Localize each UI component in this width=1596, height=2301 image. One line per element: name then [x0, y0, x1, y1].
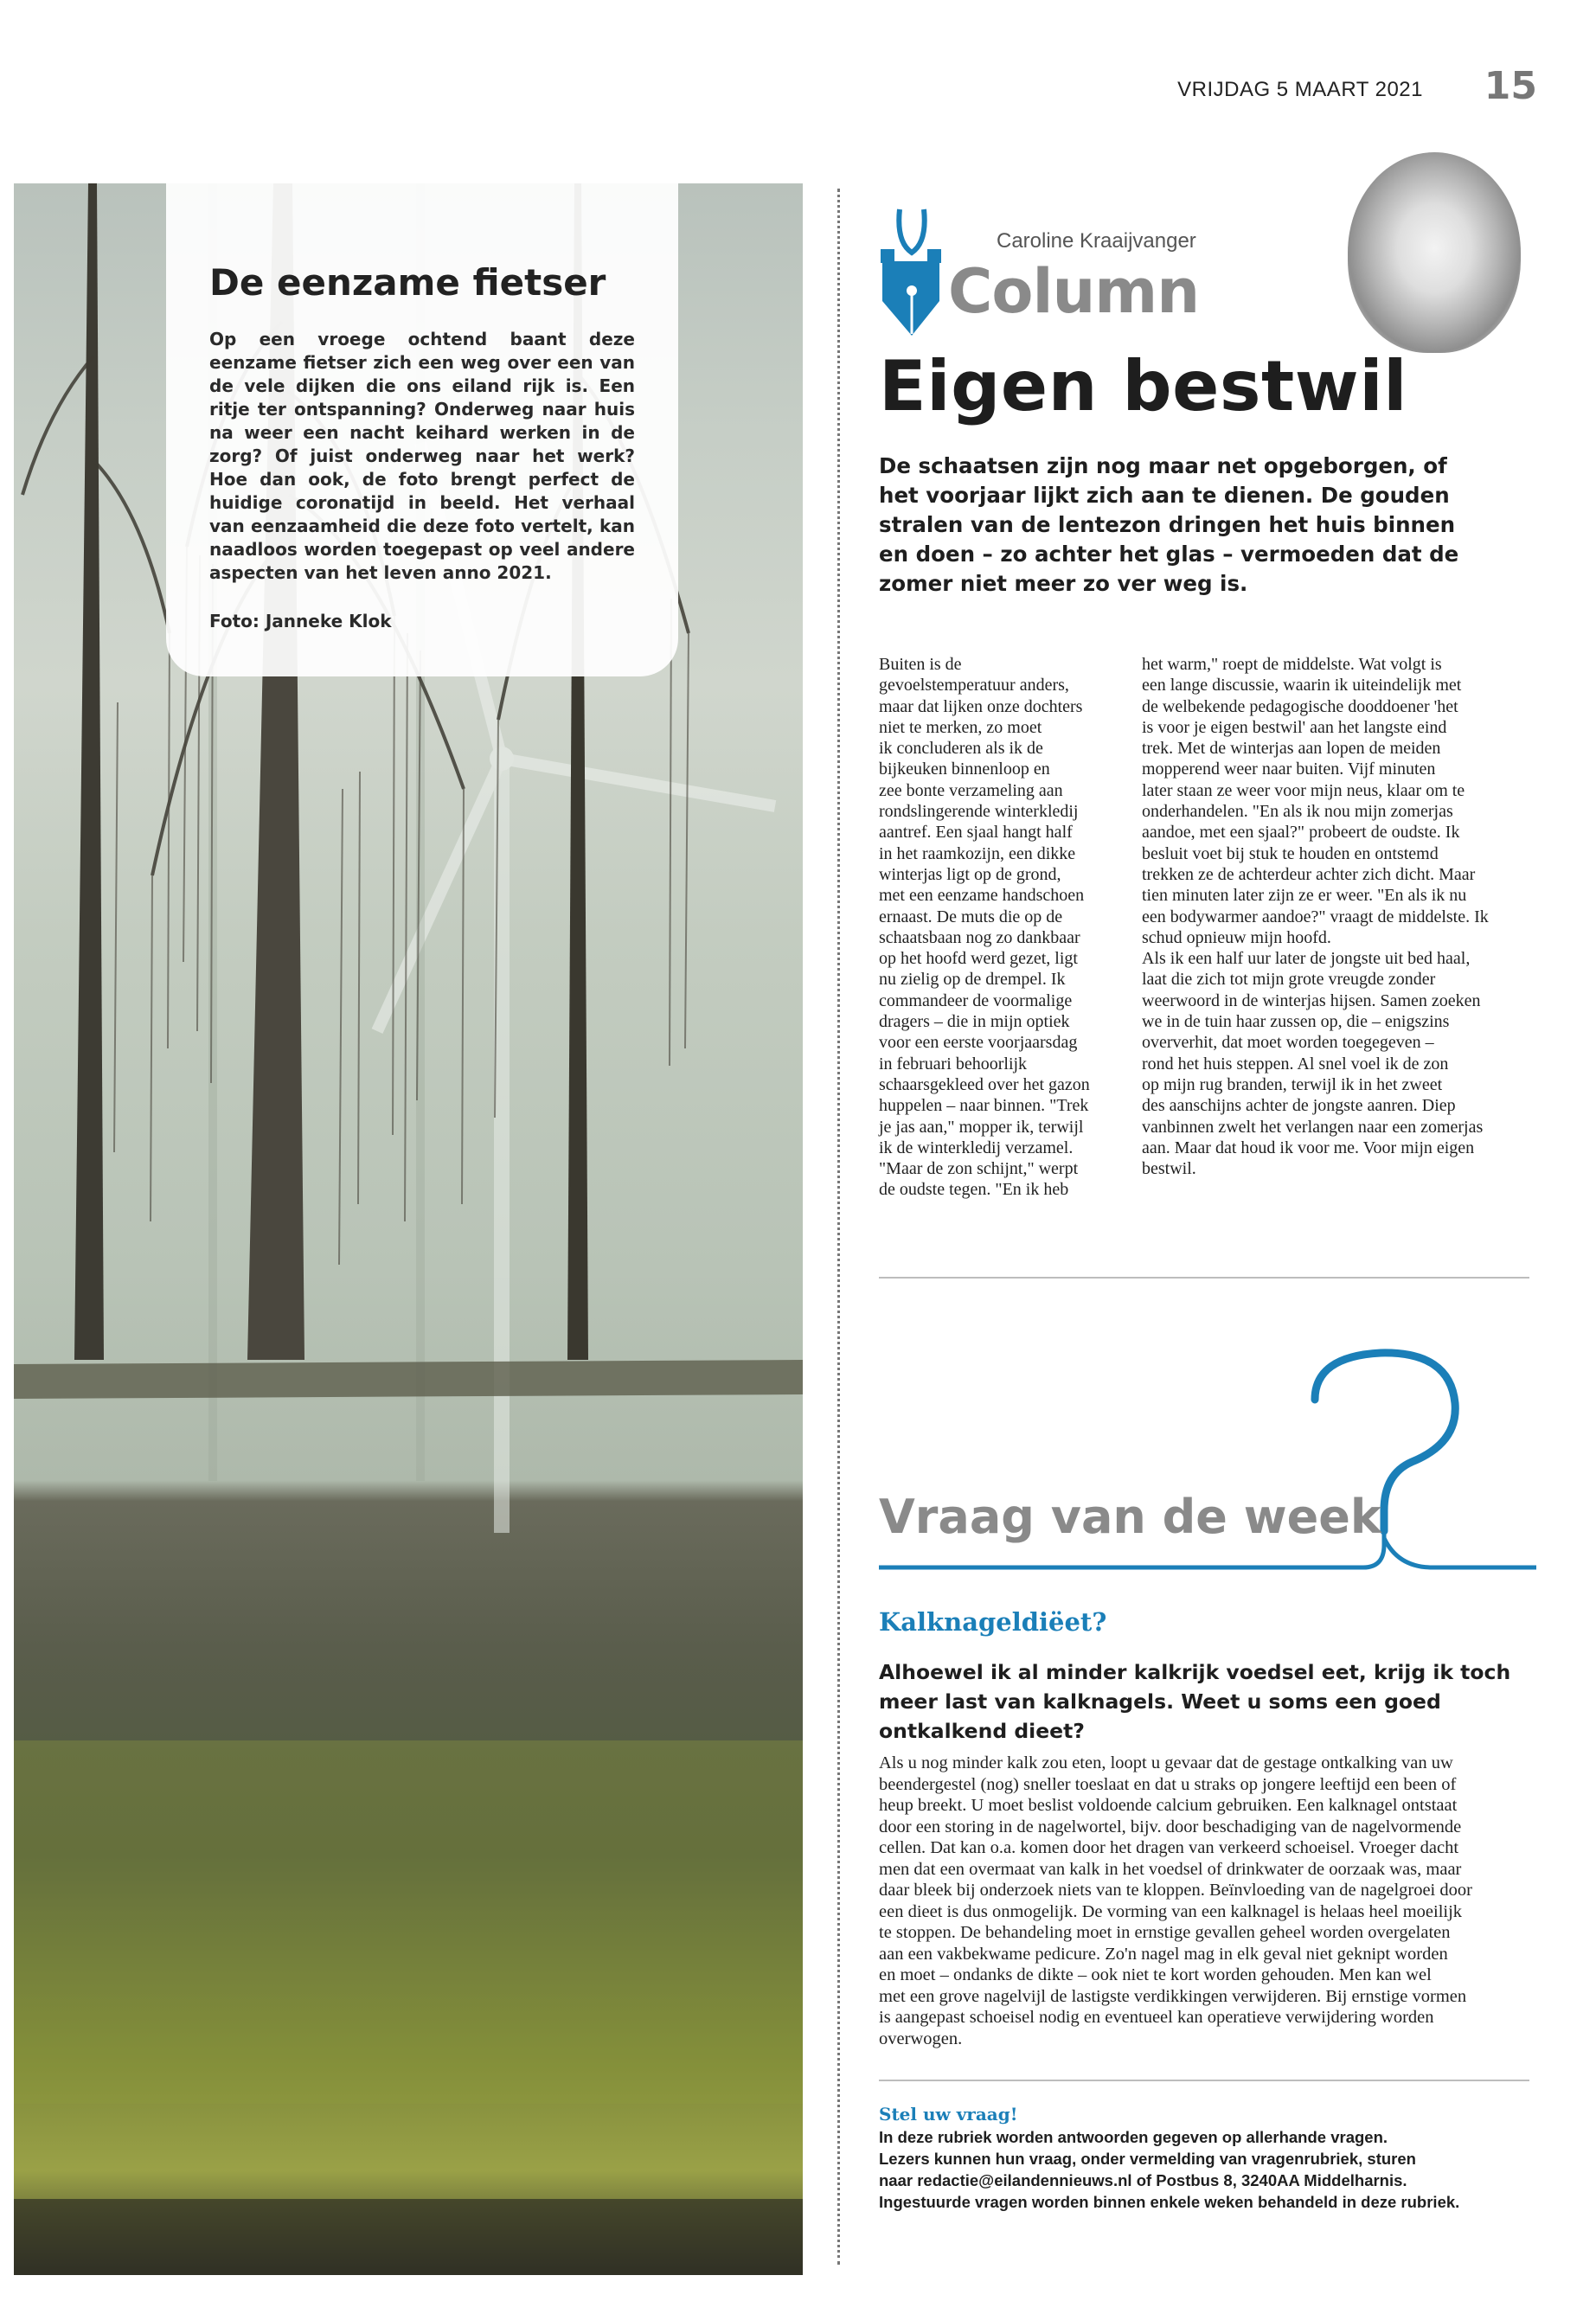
vraag-label: Vraag van de week [879, 1490, 1381, 1544]
ask-text: In deze rubriek worden antwoorden gegeven op allerhande vragen. Lezers kunnen hun vraag, onder vermelding van vragenrubriek, sturen naar redactie@eilandennieuws.nl of Postbus 8, 3240AA Middelharnis. Ingestuurde vragen worden binnen enkele weken behandeld in deze rubriek. [879, 2128, 1460, 2211]
column-body-right: het warm," roept de middelste. Wat volgt is een lange discussie, waarin ik uiteindelijk met de welbekende pedagogische dooddoener 'het is voor je eigen bestwil' aan het langste eind trek. Met de winterjas aan lopen de meiden mopperend weer naar buiten. Vijf minuten later staan ze weer voor mijn neus, klaar om te onderhandelen. "En als ik nou mijn zomerjas aandoe, met een sjaal?" probeert de oudste. Ik besluit voet bij stuk te houden en ontstemd trekken ze de achterdeur achter zich dicht. Maar tien minuten later zijn ze er weer. "En als ik nu een bodywarmer aandoe?" vraagt de middelste. Ik schud opnieuw mijn hoofd. Als ik een half uur later de jongste uit bed haal, laat die zich tot mijn grote vreugde zonder weerwoord in de winterjas hijsen. Samen zoeken we in de tuin haar zussen op, die – enigszins oververhit, dat moet worden toegegeven – rond het huis steppen. Al snel voel ik de zon op mijn rug branden, terwijl ik in het zweet des aanschijns achter de jongste aanren. Diep vanbinnen zwelt het verlangen naar een zomerjas aan. Maar dat houd ik voor me. Voor mijn eigen bestwil. [1142, 655, 1489, 1179]
column-title: Eigen bestwil [879, 346, 1408, 426]
page-number: 15 [1484, 64, 1537, 108]
issue-date: VRIJDAG 5 MAART 2021 [1177, 78, 1423, 101]
column-body-left: Buiten is de gevoelstemperatuur anders, maar dat lijken onze dochters niet te merken, zo moet ik concluderen als ik de bijkeuken binnenloop en zee bonte verzameling aan rondslingerende winterkledij aantref. Een sjaal hangt half in het raamkozijn, een dikke winterjas ligt op de grond, met een eenzame handschoen ernaast. De muts die op de schaatsbaan nog zo dankbaar op het hoofd werd gezet, ligt nu zielig op de drempel. Ik commandeer de voormalige dragers – die in mijn optiek voor een eerste voorjaarsdag in februari behoorlijk schaarsgekleed over het gazon huppelen – naar binnen. "Trek je jas aan," mopper ik, terwijl ik de winterkledij verzamel. "Maar de zon schijnt," werpt de oudste tegen. "En ik heb [879, 655, 1090, 1200]
ask-divider [879, 2080, 1529, 2081]
column-label: Column [948, 256, 1200, 327]
photo-caption-box [166, 183, 678, 676]
section-divider [879, 1277, 1529, 1279]
photo-title: De eenzame fietser [209, 261, 606, 304]
vraag-answer: Als u nog minder kalk zou eten, loopt u gevaar dat de gestage ontkalking van uw beendergestel (nog) sneller toeslaat en dat u straks op jongere leeftijd een been of heup breekt. U moet beslist voldoende calcium gebruiken. Een kalknagel ontstaat door een storing in de nagelwortel, bijv. door beschadiging van de nagelvormende cellen. Dat kan o.a. komen door het dragen van verkeerd schoeisel. Vroeger dacht men dat een overmaat van kalk in het voedsel of drinkwater de oorzaak was, maar daar bleek bij onderzoek niets van te kloppen. Beïnvloeding van de nagelgroei door een dieet is dus onmogelijk. De vorming van een kalknagel is helaas heel moeilijk te stoppen. De behandeling moet in ernstige gevallen geheel worden overgelaten aan een vakbekwame pedicure. Zo'n nagel mag in elk geval niet geknipt worden en moet – ondanks de dikte – ook niet te kort worden gehouden. Men kan wel met een grove nagelvijl de lastigste verdikkingen verwijderen. Bij ernstige vormen is aangepast schoeisel nodig en eventueel kan operatieve verwijdering worden overwogen. [879, 1753, 1472, 2048]
photo-caption-text: Op een vroege ochtend baant deze eenzame fietser zich een weg over een van de vele dijken die ons eiland rijk is. Een ritje ter ontspanning? Onderweg naar huis na weer een nacht keihard werken in de zorg? Of juist onderweg naar het werk? Hoe dan ook, de foto brengt perfect de huidige coronatijd in beeld. Het verhaal van eenzaamheid die deze foto vertelt, kan naadloos worden toegepast op veel andere aspecten van het leven anno 2021. [209, 329, 635, 583]
column-lead: De schaatsen zijn nog maar net opgeborgen, of het voorjaar lijkt zich aan te dienen. De gouden stralen van de lentezon dringen het huis binnen en doen – zo achter het glas – vermoeden dat de zomer niet meer zo ver weg is. [879, 453, 1459, 596]
column-divider [837, 189, 840, 2265]
photo-credit: Foto: Janneke Klok [209, 611, 392, 631]
column-author: Caroline Kraaijvanger [997, 229, 1196, 253]
vraag-question: Alhoewel ik al minder kalkrijk voedsel eet, krijg ik toch meer last van kalknagels. Weet u soms een goed ontkalkend dieet? [879, 1660, 1511, 1743]
ask-heading: Stel uw vraag! [879, 2104, 1018, 2125]
vraag-heading: Kalknageldiëet? [879, 1607, 1107, 1637]
author-portrait [1348, 152, 1521, 353]
pen-nib-icon [879, 208, 945, 337]
